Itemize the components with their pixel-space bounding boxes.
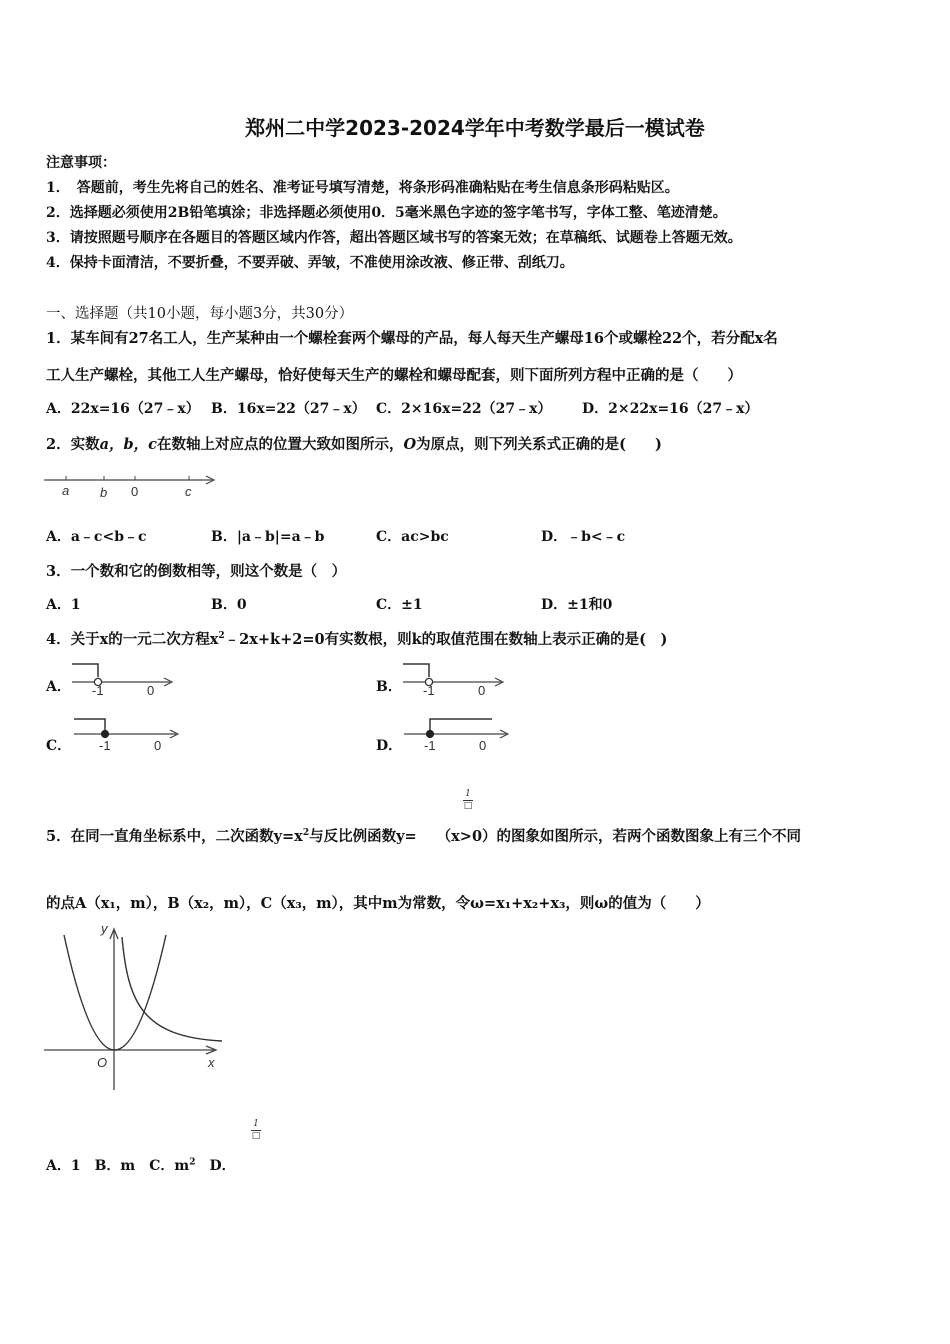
q5-stem-line1	[46, 825, 801, 846]
q4-stem-post: ﹣2x+k+2=0有实数根，则k的取值范围在数轴上表示正确的是( )	[224, 631, 668, 648]
q5-options-pre: A．1 B．m C．m	[46, 1158, 190, 1174]
q5-parabola	[64, 935, 166, 1050]
q4-b-tick-neg1: -1	[423, 683, 435, 698]
q2-label-c: c	[185, 484, 192, 499]
q5-hyperbola	[122, 937, 222, 1041]
q1-option-b: B．16x=22（27﹣x）	[211, 401, 366, 417]
q2-option-a: A．a﹣c<b﹣c	[46, 529, 147, 545]
q5-options	[46, 1155, 236, 1175]
q5-frac-den: □	[463, 801, 473, 811]
q4-sup: 2	[218, 631, 225, 642]
q5-fraction	[463, 790, 473, 811]
q5-line1-post: （x>0）的图象如图所示，若两个函数图象上有三个不同	[436, 828, 802, 845]
q4-a-tick-neg1: -1	[92, 683, 104, 698]
notice-heading: 注意事项：	[46, 155, 116, 171]
q4-stem-pre: 4．关于x的一元二次方程x	[46, 631, 219, 648]
notice-item-1: 1． 答题前，考生先将自己的姓名、准考证号填写清楚，将条形码准确粘贴在考生信息条形码粘贴区。	[46, 180, 679, 196]
q3-stem: 3．一个数和它的倒数相等，则这个数是（ ）	[46, 563, 347, 580]
q4-stem	[46, 628, 667, 649]
q1-option-d: D．2×22x=16（27﹣x）	[582, 401, 759, 417]
q4-a-tick-0: 0	[147, 683, 155, 698]
q4-c-tick-neg1: -1	[99, 738, 111, 753]
q2-option-d: D．﹣b<﹣c	[541, 529, 626, 545]
q2-stem	[46, 433, 662, 454]
q4-option-b-figure	[403, 660, 508, 700]
q5-opt-frac-num: 1	[253, 1119, 259, 1129]
q1-stem-line2: 工人生产螺栓，其他工人生产螺母，恰好使每天生产的螺栓和螺母配套，则下面所列方程中正确的是（ ）	[46, 367, 742, 384]
q5-line1-pre: 5．在同一直角坐标系中，二次函数y=x	[46, 828, 303, 845]
q4-option-b-letter: B．	[376, 679, 402, 695]
q2-label-0: 0	[131, 484, 139, 499]
q5-opt-frac-den: □	[251, 1131, 261, 1141]
q5-graph	[44, 921, 229, 1095]
q3-option-a: A．1	[46, 597, 81, 613]
q2-option-b: B．|a﹣b|=a﹣b	[211, 529, 325, 545]
q5-y-label: y	[101, 921, 108, 936]
q5-options-post: D．	[195, 1158, 236, 1174]
q4-option-a-figure	[72, 660, 177, 700]
page-title: 郑州二中学2023-2024学年中考数学最后一模试卷	[245, 116, 705, 140]
q2-stem-pre: 2．实数	[46, 436, 100, 453]
q5-line1-mid: 与反比例函数y=	[309, 828, 417, 845]
section-heading: 一、选择题（共10小题，每小题3分，共30分）	[46, 306, 354, 322]
q1-stem-line1: 1．某车间有27名工人，生产某种由一个螺栓套两个螺母的产品，每人每天生产螺母16个或螺栓22个，若分配x名	[46, 330, 778, 347]
notice-item-3: 3．请按照题号顺序在各题目的答题区域内作答，超出答题区域书写的答案无效；在草稿纸、试题卷上答题无效。	[46, 230, 742, 246]
q4-b-tick-0: 0	[478, 683, 486, 698]
q2-option-c: C．ac>bc	[376, 529, 449, 545]
q5-options-sup: 2	[189, 1157, 196, 1168]
q2-stem-post: 为原点，则下列关系式正确的是( )	[416, 436, 662, 453]
q3-option-b: B．0	[211, 597, 247, 613]
q5-line1-sup: 2	[302, 828, 310, 839]
q2-vars: a，b，c	[99, 436, 157, 453]
q5-option-fraction	[251, 1120, 261, 1141]
q4-option-a-letter: A．	[46, 679, 71, 695]
q5-stem-line2: 的点A（x₁，m），B（x₂，m），C（x₃，m），其中m为常数，令ω=x₁+x₂+x₃，则ω的值为（ ）	[46, 895, 710, 912]
notice-item-2: 2．选择题必须使用2B铅笔填涂；非选择题必须使用0．5毫米黑色字迹的签字笔书写，字体工整、笔迹清楚。	[46, 205, 727, 221]
q4-c-tick-0: 0	[154, 738, 162, 753]
notice-item-4: 4．保持卡面清洁，不要折叠，不要弄破、弄皱，不准使用涂改液、修正带、刮纸刀。	[46, 255, 574, 271]
q2-origin: O	[403, 436, 417, 453]
q2-number-line	[44, 470, 224, 500]
q2-label-a: a	[62, 483, 70, 498]
q4-d-tick-neg1: -1	[424, 738, 436, 753]
q4-option-d-figure	[404, 716, 514, 758]
q3-option-d: D．±1和0	[541, 597, 613, 613]
q5-frac-num: 1	[465, 789, 471, 799]
q4-d-tick-0: 0	[479, 738, 487, 753]
q4-option-d-letter: D．	[376, 738, 403, 754]
q2-label-b: b	[100, 485, 108, 500]
q3-option-c: C．±1	[376, 597, 423, 613]
q4-option-c-letter: C．	[46, 738, 72, 754]
q1-option-c: C．2×16x=22（27﹣x）	[376, 401, 552, 417]
q2-stem-mid: 在数轴上对应点的位置大致如图所示，	[156, 436, 404, 453]
q1-option-a: A．22x=16（27﹣x）	[46, 401, 200, 417]
q4-option-c-figure	[74, 716, 184, 758]
q5-x-label: x	[208, 1055, 215, 1070]
q5-origin-label: O	[97, 1055, 108, 1070]
